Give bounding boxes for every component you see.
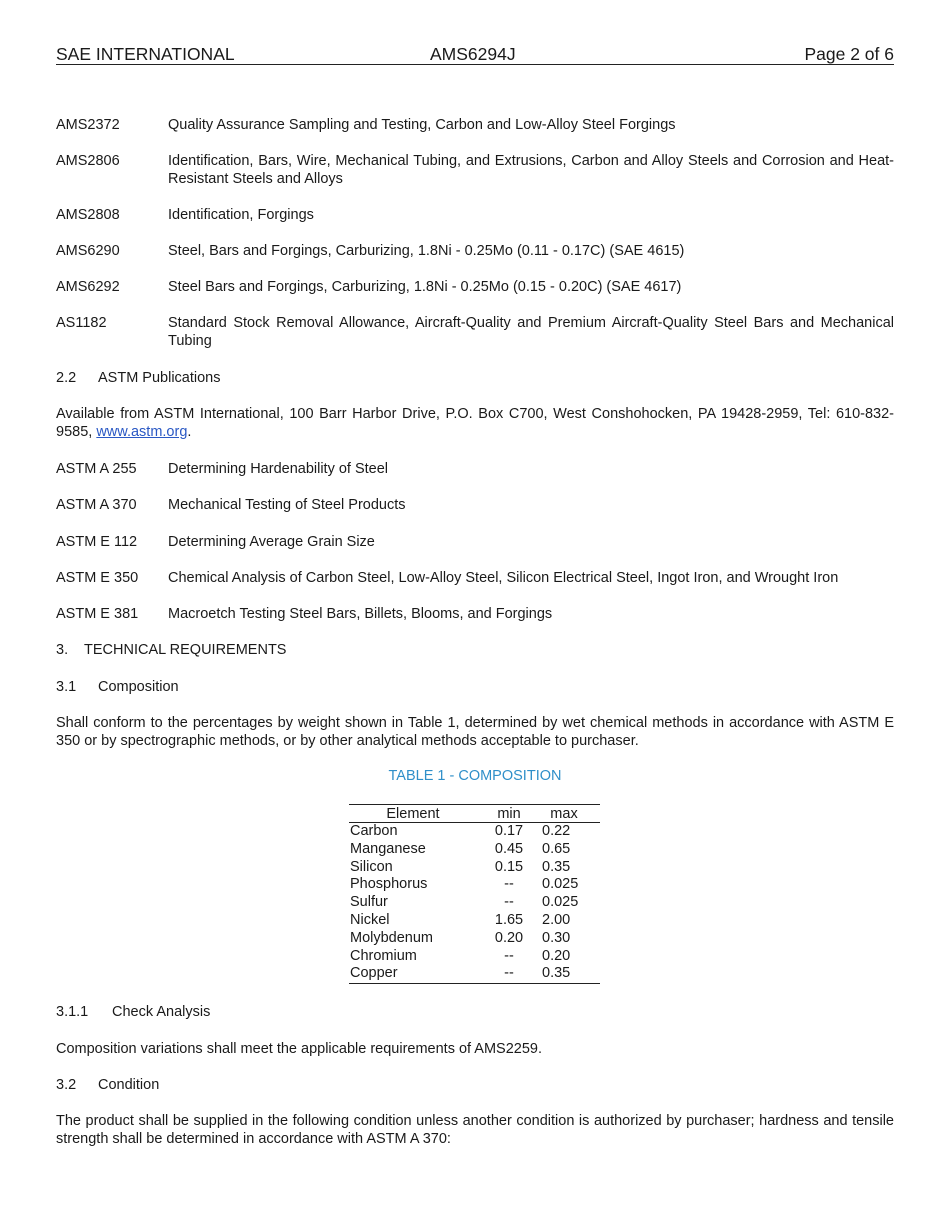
ref-code: AMS2806 (56, 153, 120, 169)
min-cell: -- (504, 876, 514, 893)
ref-description: Chemical Analysis of Carbon Steel, Low-Alloy Steel, Silicon Electrical Steel, Ingot Iron, and Wrought Iron (168, 570, 839, 586)
header-page-number: Page 2 of 6 (804, 44, 894, 64)
ref-code: AS1182 (56, 315, 107, 331)
section-heading-3-2 (56, 1076, 894, 1094)
section-heading-3-1-1 (56, 1003, 894, 1021)
max-cell: 0.30 (542, 929, 571, 946)
ref-item (56, 242, 894, 260)
ref-description: Steel, Bars and Forgings, Carburizing, 1.8Ni - 0.25Mo (0.11 - 0.17C) (SAE 4615) (168, 243, 685, 259)
max-cell: 0.025 (542, 894, 579, 911)
ref-description: Identification, Forgings (168, 207, 314, 223)
ref-item (56, 605, 894, 623)
ref-code: ASTM E 381 (56, 606, 139, 622)
section-number: 3. (56, 642, 69, 658)
section-title: Composition (98, 679, 179, 695)
section-title: Condition (98, 1077, 160, 1093)
ref-description: Macroetch Testing Steel Bars, Billets, Blooms, and Forgings (168, 606, 553, 622)
astm-website-link[interactable]: www.astm.org (96, 424, 188, 440)
max-cell: 0.22 (542, 823, 571, 839)
header-org: SAE INTERNATIONAL (56, 44, 235, 64)
ref-code: ASTM A 370 (56, 497, 137, 513)
ref-item (56, 533, 894, 551)
max-cell: 2.00 (542, 911, 571, 928)
section-title: Check Analysis (112, 1004, 211, 1020)
table-title: TABLE 1 - COMPOSITION (388, 768, 562, 784)
element-cell: Carbon (350, 823, 398, 839)
element-cell: Phosphorus (350, 876, 428, 893)
ref-code: ASTM E 112 (56, 534, 138, 550)
min-cell: 0.17 (494, 823, 524, 839)
max-cell: 0.025 (542, 876, 579, 893)
ref-item (56, 569, 894, 587)
ref-description: Standard Stock Removal Allowance, Aircraft-Quality and Premium Aircraft-Quality Steel Bars and Mechanical Tubing (168, 315, 894, 349)
ref-item (56, 278, 894, 296)
min-cell: 0.20 (494, 929, 524, 946)
max-cell: 0.65 (542, 840, 571, 857)
ref-description: Determining Average Grain Size (168, 534, 375, 550)
ref-code: AMS6292 (56, 279, 120, 295)
min-cell: -- (504, 894, 514, 911)
table-row (349, 841, 600, 859)
ref-code: ASTM E 350 (56, 570, 139, 586)
min-cell: 1.65 (494, 911, 524, 928)
ref-description: Steel Bars and Forgings, Carburizing, 1.8Ni - 0.25Mo (0.15 - 0.20C) (SAE 4617) (168, 279, 682, 295)
availability-text: Available from ASTM International, 100 Barr Harbor Drive, P.O. Box C700, West Conshohocken, PA 19428-2959, Tel: 610-832-9585, (56, 406, 894, 440)
table-row (349, 912, 600, 930)
section-number: 2.2 (56, 370, 77, 386)
ref-code: AMS2372 (56, 117, 120, 133)
element-cell: Sulfur (350, 894, 388, 911)
ref-item (56, 460, 894, 478)
header-element: Element (386, 806, 440, 822)
section-heading-3-1 (56, 678, 894, 696)
section-title: ASTM Publications (98, 370, 221, 386)
header-min: min (497, 806, 521, 822)
ref-item (56, 152, 894, 188)
ref-description: Identification, Bars, Wire, Mechanical Tubing, and Extrusions, Carbon and Alloy Steels and Corrosion and Heat-Resistant Steels and Alloys (168, 153, 894, 187)
ref-item (56, 496, 894, 514)
table-row (349, 948, 600, 966)
max-cell: 0.20 (542, 947, 571, 964)
table-row (349, 965, 600, 983)
element-cell: Chromium (350, 947, 417, 964)
section-number: 3.1.1 (56, 1004, 89, 1020)
element-cell: Manganese (350, 840, 426, 857)
ref-description: Determining Hardenability of Steel (168, 461, 389, 477)
page-header (56, 44, 894, 65)
ref-description: Quality Assurance Sampling and Testing, Carbon and Low-Alloy Steel Forgings (168, 117, 676, 133)
table-header-row (349, 805, 600, 823)
table-row (349, 823, 600, 841)
table-row (349, 930, 600, 948)
check-analysis-paragraph: Composition variations shall meet the applicable requirements of AMS2259. (56, 1041, 543, 1057)
min-cell: 0.45 (494, 840, 524, 857)
astm-availability-paragraph (56, 405, 894, 441)
composition-paragraph: Shall conform to the percentages by weight shown in Table 1, determined by wet chemical methods in accordance with ASTM E 350 or by spectrographic methods, or by other analytical methods acceptable to purchaser. (56, 715, 894, 749)
ref-item (56, 314, 894, 350)
min-cell: -- (504, 947, 514, 964)
table-row (349, 894, 600, 912)
max-cell: 0.35 (542, 965, 571, 982)
ref-code: AMS2808 (56, 207, 120, 223)
ref-code: AMS6290 (56, 243, 120, 259)
min-cell: -- (504, 965, 514, 982)
section-heading-3 (56, 641, 894, 659)
max-cell: 0.35 (542, 858, 571, 875)
composition-table (349, 804, 600, 984)
table-row (349, 876, 600, 894)
condition-paragraph: The product shall be supplied in the following condition unless another condition is authorized by purchaser; hardness and tensile strength shall be determined in accordance with ASTM A 370: (56, 1113, 894, 1147)
element-cell: Molybdenum (350, 929, 434, 946)
availability-period: . (187, 424, 192, 440)
section-number: 3.1 (56, 679, 77, 695)
section-title: TECHNICAL REQUIREMENTS (84, 642, 287, 658)
section-heading-2-2 (56, 369, 894, 387)
ref-description: Mechanical Testing of Steel Products (168, 497, 406, 513)
section-number: 3.2 (56, 1077, 77, 1093)
header-max: max (550, 806, 578, 822)
ref-item (56, 206, 894, 224)
element-cell: Copper (350, 965, 398, 982)
header-doc-number: AMS6294J (430, 44, 516, 64)
table-row (349, 859, 600, 877)
ref-item (56, 116, 894, 134)
element-cell: Silicon (350, 858, 393, 875)
min-cell: 0.15 (494, 858, 524, 875)
element-cell: Nickel (350, 911, 390, 928)
ref-code: ASTM A 255 (56, 461, 137, 477)
